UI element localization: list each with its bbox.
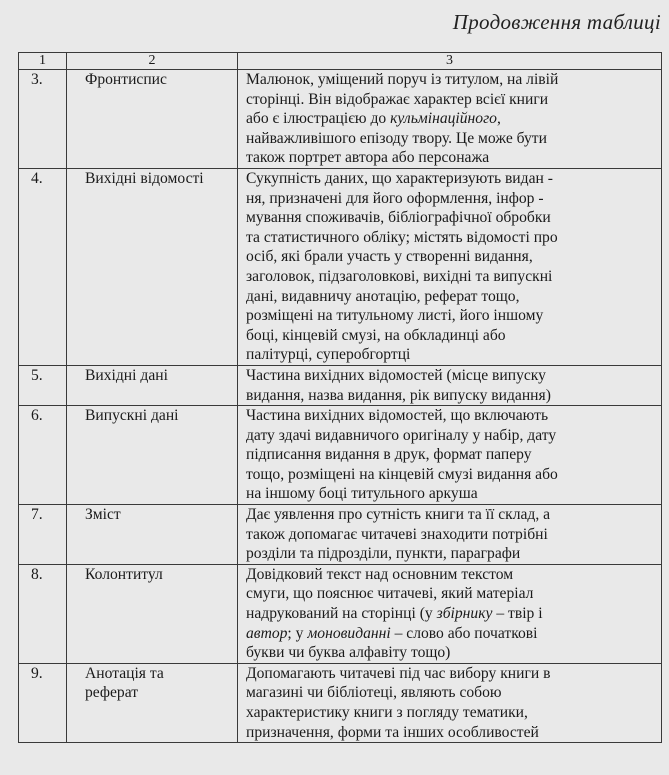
row-description xyxy=(238,365,662,405)
description-line: Допомагають читачеві під час вибору книги в xyxy=(246,664,551,682)
description-line: Частина вихідних відомостей (місце випуску xyxy=(246,366,546,384)
row-description xyxy=(238,564,662,663)
row-number: 3. xyxy=(19,70,67,169)
table-header-row xyxy=(19,53,662,70)
description-line: розміщені на титульному листі, його іншому xyxy=(246,307,544,325)
description-line: дані, видавничу анотацію, реферат тощо, xyxy=(246,287,520,305)
row-term: Вихідні дані xyxy=(67,365,238,405)
description-line: автор; у моновиданні – слово або початкові xyxy=(246,624,538,642)
description-line: призначення, форми та інших особливостей xyxy=(246,723,539,741)
row-description xyxy=(238,70,662,169)
description-line: підписання видання в друк, формат паперу xyxy=(246,446,532,464)
description-line: на іншому боці титульного аркуша xyxy=(246,485,478,503)
table-row xyxy=(19,168,662,365)
description-line: видання, назва видання, рік випуску видання) xyxy=(246,386,551,404)
column-header: 3 xyxy=(238,53,662,70)
row-number: 5. xyxy=(19,365,67,405)
description-line: ня, призначені для його оформлення, інфор - xyxy=(246,189,544,207)
description-line: палітурці, суперобгортці xyxy=(246,346,411,364)
row-number: 8. xyxy=(19,564,67,663)
description-line: боці, кінцевій смузі, на обкладинці або xyxy=(246,326,506,344)
row-term: Вихідні відомості xyxy=(67,168,238,365)
description-line: осіб, які брали участь у створенні видання, xyxy=(246,248,533,266)
row-term: Фронтиспис xyxy=(67,70,238,169)
row-number: 9. xyxy=(19,663,67,742)
description-line: заголовок, підзаголовкові, вихідні та випускні xyxy=(246,267,553,285)
column-header: 1 xyxy=(19,53,67,70)
row-description xyxy=(238,663,662,742)
table-row xyxy=(19,505,662,565)
table-row xyxy=(19,663,662,742)
description-line: найважливішого епізоду твору. Це може бути xyxy=(246,129,547,147)
row-number: 7. xyxy=(19,505,67,565)
description-line: надрукований на сторінці (у збірнику – твір і xyxy=(246,605,543,623)
description-line: розділи та підрозділи, пункти, параграфи xyxy=(246,545,521,563)
description-line: також допомагає читачеві знаходити потрібні xyxy=(246,525,548,543)
description-line: сторінці. Він відображає характер всієї книги xyxy=(246,90,549,108)
table-row xyxy=(19,70,662,169)
description-line: або є ілюстрацією до кульмінаційного, xyxy=(246,110,501,128)
description-line: мування споживачів, бібліографічної обробки xyxy=(246,209,551,227)
row-number: 4. xyxy=(19,168,67,365)
row-term: Анотація та реферат xyxy=(67,663,238,742)
row-number: 6. xyxy=(19,406,67,505)
description-line: букви чи буква алфавіту тощо) xyxy=(246,644,451,662)
row-term: Колонтитул xyxy=(67,564,238,663)
description-line: Дає уявлення про сутність книги та її склад, а xyxy=(246,506,551,524)
description-line: та статистичного обліку; містять відомості про xyxy=(246,228,558,246)
row-description xyxy=(238,505,662,565)
row-term: Випускні дані xyxy=(67,406,238,505)
description-line: тощо, розміщені на кінцевій смузі видання або xyxy=(246,465,558,483)
table-row xyxy=(19,564,662,663)
description-line: Малюнок, уміщений поруч із титулом, на лівій xyxy=(246,71,559,88)
column-header: 2 xyxy=(67,53,238,70)
description-line: також портрет автора або персонажа xyxy=(246,149,490,167)
table-row xyxy=(19,406,662,505)
description-line: магазині чи бібліотеці, являють собою xyxy=(246,684,502,702)
terms-table xyxy=(18,52,662,743)
table-continuation-title: Продовження таблиці xyxy=(452,10,661,34)
table-row xyxy=(19,365,662,405)
description-line: Сукупність даних, що характеризують видан - xyxy=(246,169,553,187)
description-line: смуги, що пояснює читачеві, який матеріал xyxy=(246,585,534,603)
description-line: Частина вихідних відомостей, що включають xyxy=(246,407,549,425)
row-description xyxy=(238,168,662,365)
row-description xyxy=(238,406,662,505)
description-line: характеристику книги з погляду тематики, xyxy=(246,704,528,721)
row-term: Зміст xyxy=(67,505,238,565)
description-line: Довідковий текст над основним текстом xyxy=(246,565,514,583)
description-line: дату здачі видавничого оригіналу у набір, дату xyxy=(246,426,557,444)
